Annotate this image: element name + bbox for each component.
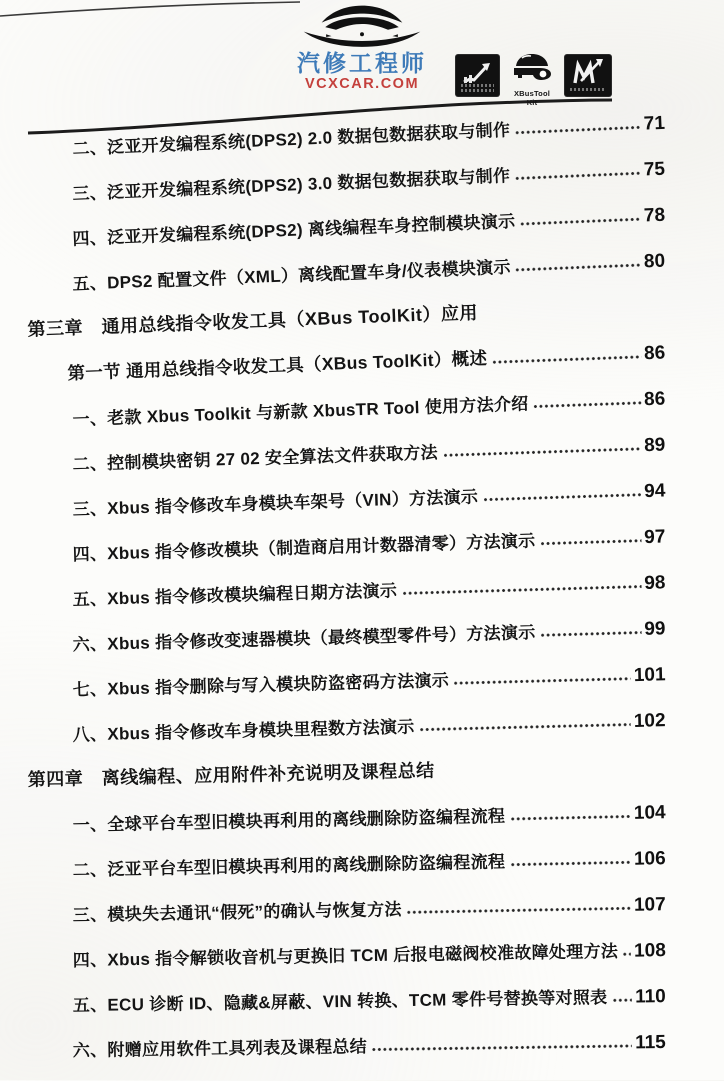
- page-number: 89: [643, 434, 666, 457]
- toc-entry: [17, 705, 665, 747]
- page-number: 71: [643, 112, 666, 135]
- toc-entry-label: 五、ECU 诊断 ID、隐藏&屏蔽、VIN 转换、TCM 零件号替换等对照表: [72, 987, 608, 1016]
- page-number: 115: [634, 1031, 666, 1054]
- toc-entry: [18, 889, 666, 927]
- page-number: 101: [633, 664, 666, 687]
- page-number: 86: [643, 342, 666, 365]
- dot-leader: [541, 630, 642, 638]
- page-number: 104: [633, 802, 666, 824]
- toc-entry: [17, 246, 666, 297]
- toc-entry: [17, 475, 665, 522]
- dot-leader: [612, 998, 632, 1003]
- dot-leader: [443, 446, 641, 458]
- toc-entry: [17, 108, 666, 162]
- toc-entry-label: 第一节 通用总线指令收发工具（XBus ToolKit）概述: [67, 347, 488, 384]
- page-number: 97: [643, 526, 666, 549]
- toc-entry-label: 五、Xbus 指令修改模块编程日期方法演示: [72, 581, 398, 610]
- toc-entry-label: 八、Xbus 指令修改车身模块里程数方法演示: [72, 717, 415, 745]
- dot-leader: [534, 400, 642, 409]
- dot-leader: [483, 492, 641, 502]
- dot-leader: [492, 354, 641, 364]
- page-number: 99: [644, 618, 666, 640]
- toc-entry: [17, 797, 665, 837]
- dot-leader: [510, 814, 631, 822]
- toc-entry-label: 六、Xbus 指令修改变速器模块（最终模型零件号）方法演示: [72, 622, 536, 655]
- brand-title: 汽修工程师: [297, 50, 427, 76]
- dot-leader: [540, 538, 641, 546]
- page-number: 102: [633, 710, 666, 732]
- page-number: 107: [633, 894, 666, 916]
- dot-leader: [420, 722, 631, 732]
- toc-entry-label: 二、泛亚平台车型旧模块再利用的离线删除防盗编程流程: [72, 852, 506, 880]
- page-number: 106: [633, 848, 666, 870]
- toc-entry: [17, 430, 666, 477]
- toc-entry-label: 一、老款 Xbus Toolkit 与新款 XbusTR Tool 使用方法介绍: [72, 394, 529, 430]
- brand-logo: [272, 2, 452, 93]
- dot-leader: [510, 860, 631, 867]
- toc-entry-label: 二、控制模块密钥 27 02 安全算法文件获取方法: [72, 443, 439, 475]
- dot-leader: [515, 171, 641, 181]
- toc-entry: [17, 384, 666, 432]
- car-logo-icon: [298, 2, 426, 54]
- page-number: 75: [643, 158, 666, 181]
- toc-entry-label: 四、Xbus 指令解锁收音机与更换旧 TCM 后报电磁阀校准故障处理方法: [72, 941, 619, 971]
- dot-leader: [454, 676, 631, 686]
- page-number: 110: [634, 986, 666, 1008]
- xbustool-kit-label2: Kit: [526, 97, 538, 107]
- toc: [18, 112, 666, 1081]
- toc-chapter: [17, 292, 666, 342]
- dot-leader: [520, 217, 641, 227]
- toc-entry-label: 四、Xbus 指令修改模块（制造商启用计数器清零）方法演示: [72, 531, 536, 565]
- page-number: 86: [643, 388, 666, 411]
- offline-program-icon: [456, 55, 499, 96]
- toc-entry-label: 二、泛亚开发编程系统(DPS2) 2.0 数据包数据获取与制作: [72, 120, 511, 159]
- page-number: 98: [643, 572, 666, 594]
- toc-chapter: [17, 751, 665, 792]
- page-number: 80: [643, 250, 666, 273]
- dot-leader: [515, 125, 641, 135]
- header-icons: [456, 55, 611, 107]
- toc-entry: [18, 935, 666, 972]
- page-number: 78: [643, 204, 666, 227]
- dot-leader: [623, 952, 631, 957]
- toc-entry-label: 一、全球平台车型旧模块再利用的离线删除防盗编程流程: [72, 806, 506, 835]
- toc-entry: [17, 843, 665, 882]
- toc-entry-label: 第三章 通用总线指令收发工具（XBus ToolKit）应用: [27, 302, 479, 340]
- toc-entry-label: 三、模块失去通讯“假死”的确认与恢复方法: [72, 899, 402, 925]
- toc-entry: [17, 154, 666, 207]
- toc-entry-label: 三、Xbus 指令修改车身模块车架号（VIN）方法演示: [72, 487, 479, 520]
- toc-entry: [17, 613, 665, 657]
- toc-entry-label: 四、泛亚开发编程系统(DPS2) 离线编程车身控制模块演示: [72, 211, 516, 249]
- xbustool-kit-icon: [509, 53, 555, 107]
- xbustool-kit-label: XBusTool: [513, 89, 551, 98]
- toc-entry: [17, 659, 665, 702]
- toc-entry: [17, 521, 665, 567]
- toc-entry-label: 三、泛亚开发编程系统(DPS2) 3.0 数据包数据获取与制作: [72, 166, 511, 204]
- toc-entry: [18, 981, 666, 1017]
- parameters-tool-icon: [565, 55, 611, 96]
- toc-entry: [18, 1027, 666, 1062]
- toc-entry: [17, 200, 666, 252]
- toc-section: [17, 337, 666, 387]
- toc-entry-label: 七、Xbus 指令删除与写入模块防盗密码方法演示: [72, 670, 450, 700]
- toc-entry: [17, 567, 665, 612]
- page-number: 108: [633, 940, 666, 962]
- brand-url: VCXCAR.COM: [304, 76, 420, 92]
- dot-leader: [516, 263, 642, 273]
- toc-entry-label: 六、附赠应用软件工具列表及课程总结: [72, 1037, 368, 1061]
- toc-entry-label: 五、DPS2 配置文件（XML）离线配置车身/仪表模块演示: [72, 257, 512, 294]
- toc-entry-label: 第四章 离线编程、应用附件补充说明及课程总结: [27, 760, 435, 790]
- dot-leader: [407, 906, 631, 915]
- page-number: 94: [643, 480, 666, 503]
- dot-leader: [402, 584, 641, 596]
- dot-leader: [372, 1043, 632, 1052]
